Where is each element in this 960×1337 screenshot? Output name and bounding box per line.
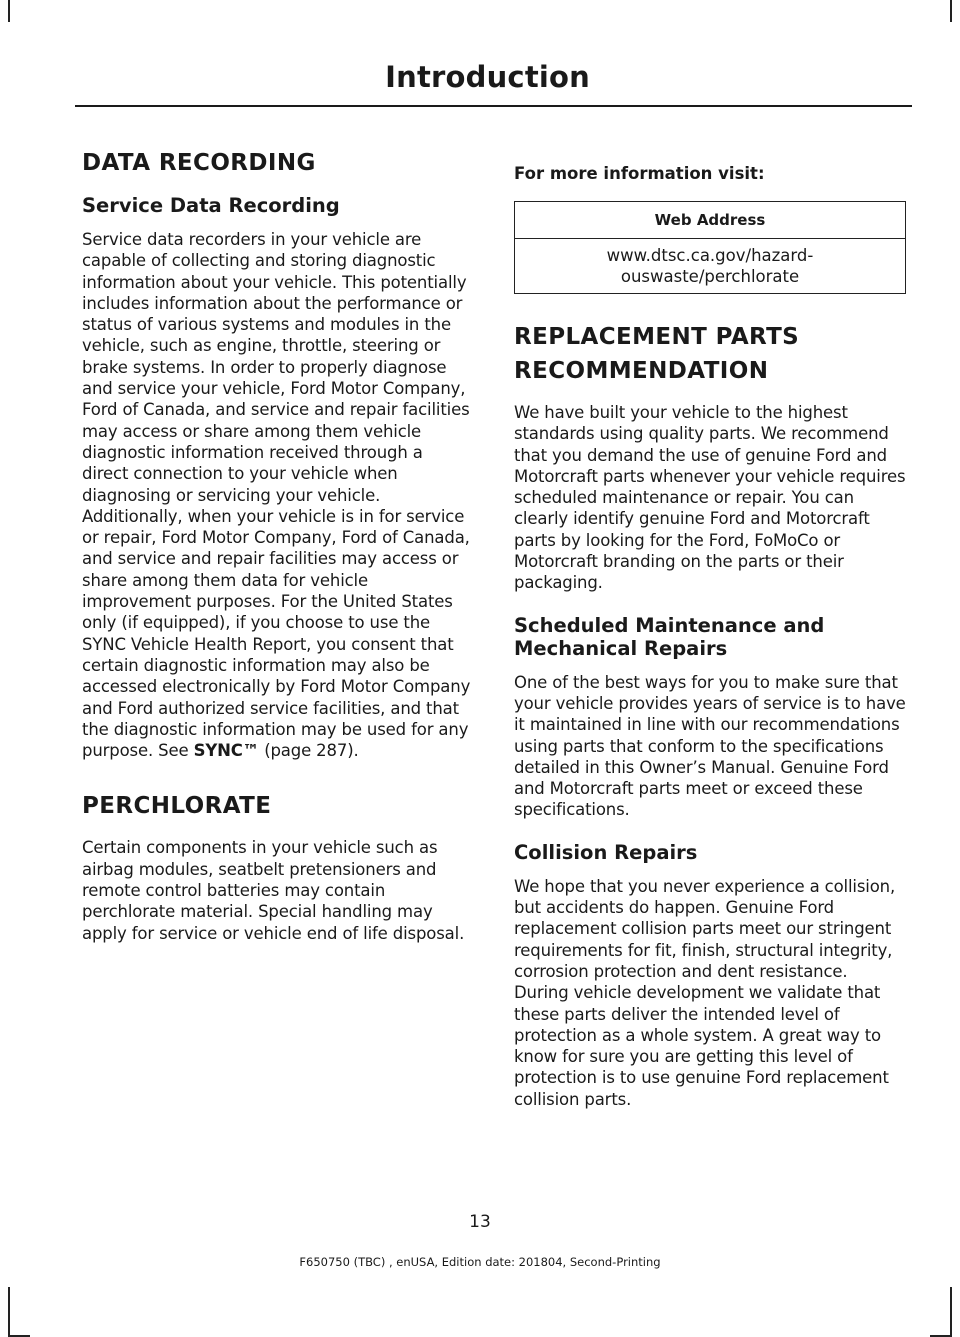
heading-scheduled-maintenance: Scheduled Maintenance and Mechanical Repairs	[514, 613, 825, 660]
page-header-title: Introduction	[385, 60, 590, 94]
crop-mark-top-right-v	[950, 0, 952, 22]
crop-mark-top-left-v	[8, 0, 10, 22]
heading-collision-repairs: Collision Repairs	[514, 840, 698, 864]
heading-data-recording: DATA RECORDING	[82, 150, 316, 176]
heading-service-data-recording: Service Data Recording	[82, 194, 340, 217]
crop-mark-bottom-right-v	[950, 1287, 952, 1337]
edition-footer: F650750 (TBC) , enUSA, Edition date: 201804, Second-Printing	[299, 1255, 661, 1269]
more-info-label: For more information visit:	[514, 164, 765, 183]
web-address-header: Web Address	[515, 202, 906, 239]
web-address-table	[514, 201, 906, 294]
heading-replacement-parts: REPLACEMENT PARTS	[514, 324, 800, 350]
heading-perchlorate: PERCHLORATE	[82, 793, 272, 820]
heading-recommendation: RECOMMENDATION	[514, 358, 769, 384]
web-address-value[interactable]: www.dtsc.ca.gov/hazard-ouswaste/perchlorate	[515, 239, 906, 294]
paragraph-collision: We hope that you never experience a collision, but accidents do happen. Genuine Ford replacement collision parts meet our stringent requirements for fit, finish, structural integrity, corrosion protection and dent resistance. During vehicle development we validate that these parts deliver the intended level of protection as a whole system. A great way to know for sure you are getting this level of protection is to use genuine Ford replacement collision parts.	[514, 876, 896, 1109]
paragraph-replacement: We have built your vehicle to the highest standards using quality parts. We recommend that you demand the use of genuine Ford and Motorcraft parts whenever your vehicle requires scheduled maintenance or repair. You can clearly identify genuine Ford and Motorcraft parts by looking for the Ford, FoMoCo or Motorcraft branding on the parts or their packaging.	[514, 403, 906, 593]
paragraph-perchlorate: Certain components in your vehicle such as airbag modules, seatbelt pretensioners and remote control batteries may contain perchlorate material. Special handling may apply for service or vehicle end of life disposal.	[82, 838, 465, 943]
paragraph-scheduled: One of the best ways for you to make sure that your vehicle provides years of service is to have it maintained in line with our recommendations using parts that conform to the specifications detailed in this Owner’s Manual. Genuine Ford and Motorcraft parts meet or exceed these specifications.	[514, 672, 906, 820]
page-number: 13	[469, 1212, 491, 1232]
crop-mark-bottom-left-v	[8, 1287, 10, 1337]
paragraph-service-data: Service data recorders in your vehicle are capable of collecting and storing diagnostic information about your vehicle. This potentially includes information about the performance or status of various systems and modules in the vehicle, such as engine, throttle, steering or brake systems. In order to properly diagnose and service your vehicle, Ford Motor Company, Ford of Canada, and service and repair facilities may access or share among them vehicle diagnostic information received through a direct connection to your vehicle when diagnosing or servicing your vehicle. Additionally, when your vehicle is in for service or repair, Ford Motor Company, Ford of Canada, and service and repair facilities may access or share among them data for vehicle improvement purposes. For the United States only (if equipped), if you choose to use the SYNC Vehicle Health Report, you consent that certain diagnostic information may also be accessed electronically by Ford Motor Company and Ford authorized service facilities, and that the diagnostic information may be used for any purpose. See SYNC™ (page 287).	[82, 230, 471, 761]
left-column	[82, 148, 474, 964]
sync-reference-link[interactable]: SYNC™	[193, 741, 260, 761]
header-divider	[75, 105, 912, 107]
right-column	[514, 148, 906, 1130]
